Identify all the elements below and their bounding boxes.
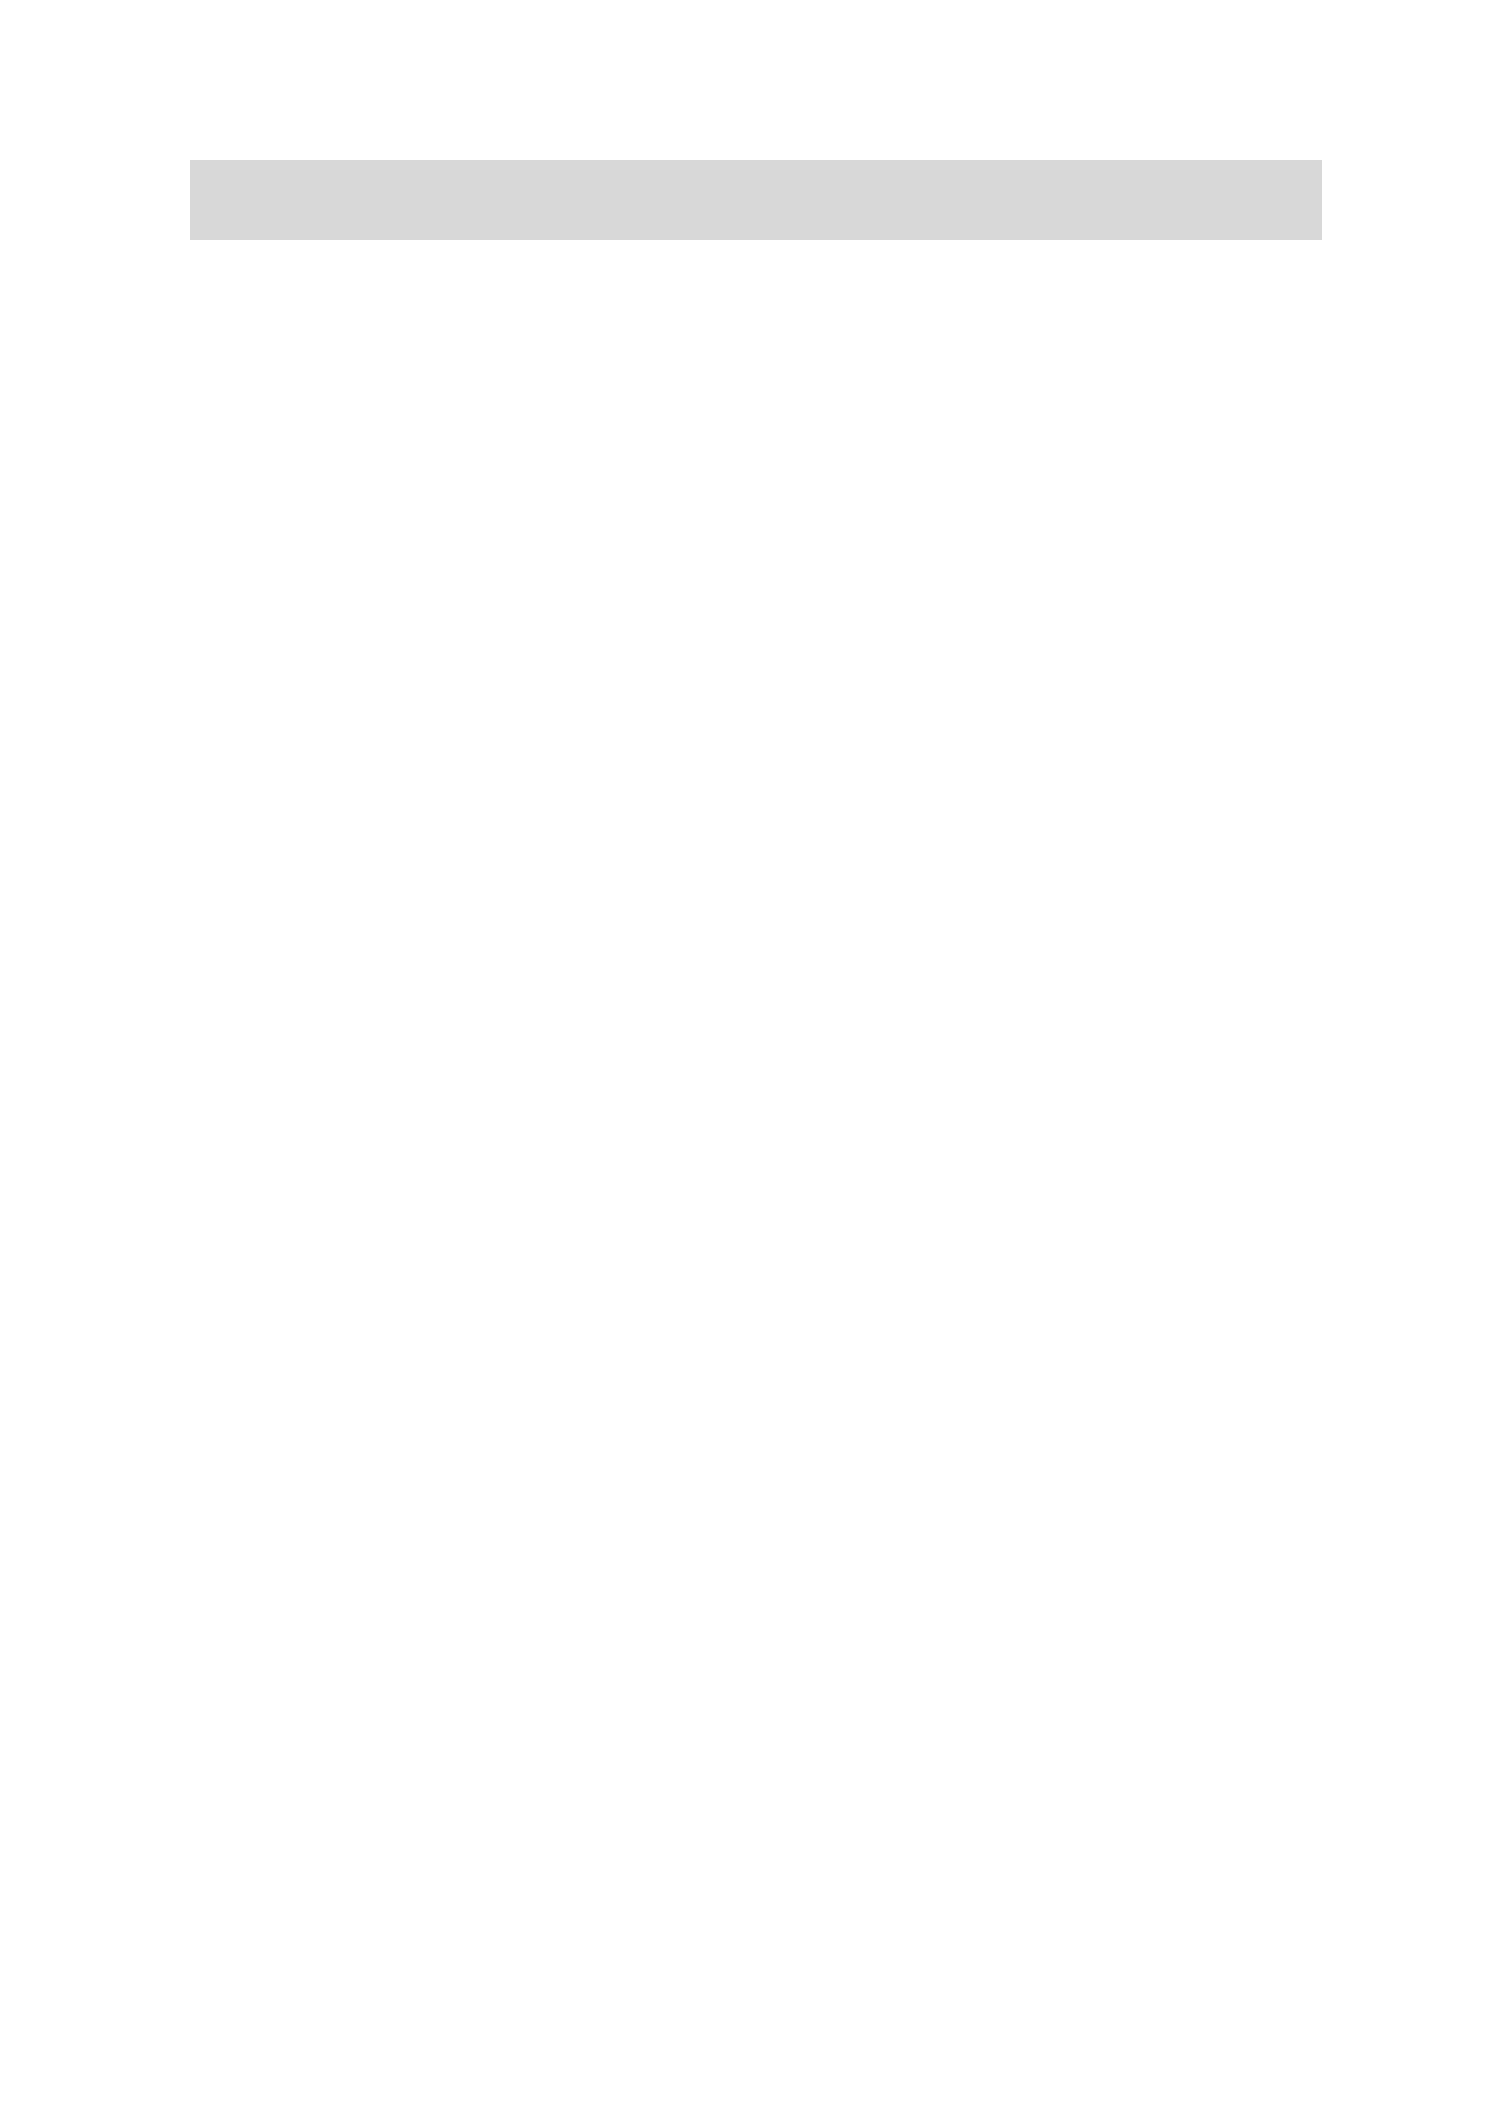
- chapter-title-line: [204, 168, 1306, 230]
- chapter-10-header: [190, 160, 1322, 240]
- toc-section-9: [205, 0, 1330, 150]
